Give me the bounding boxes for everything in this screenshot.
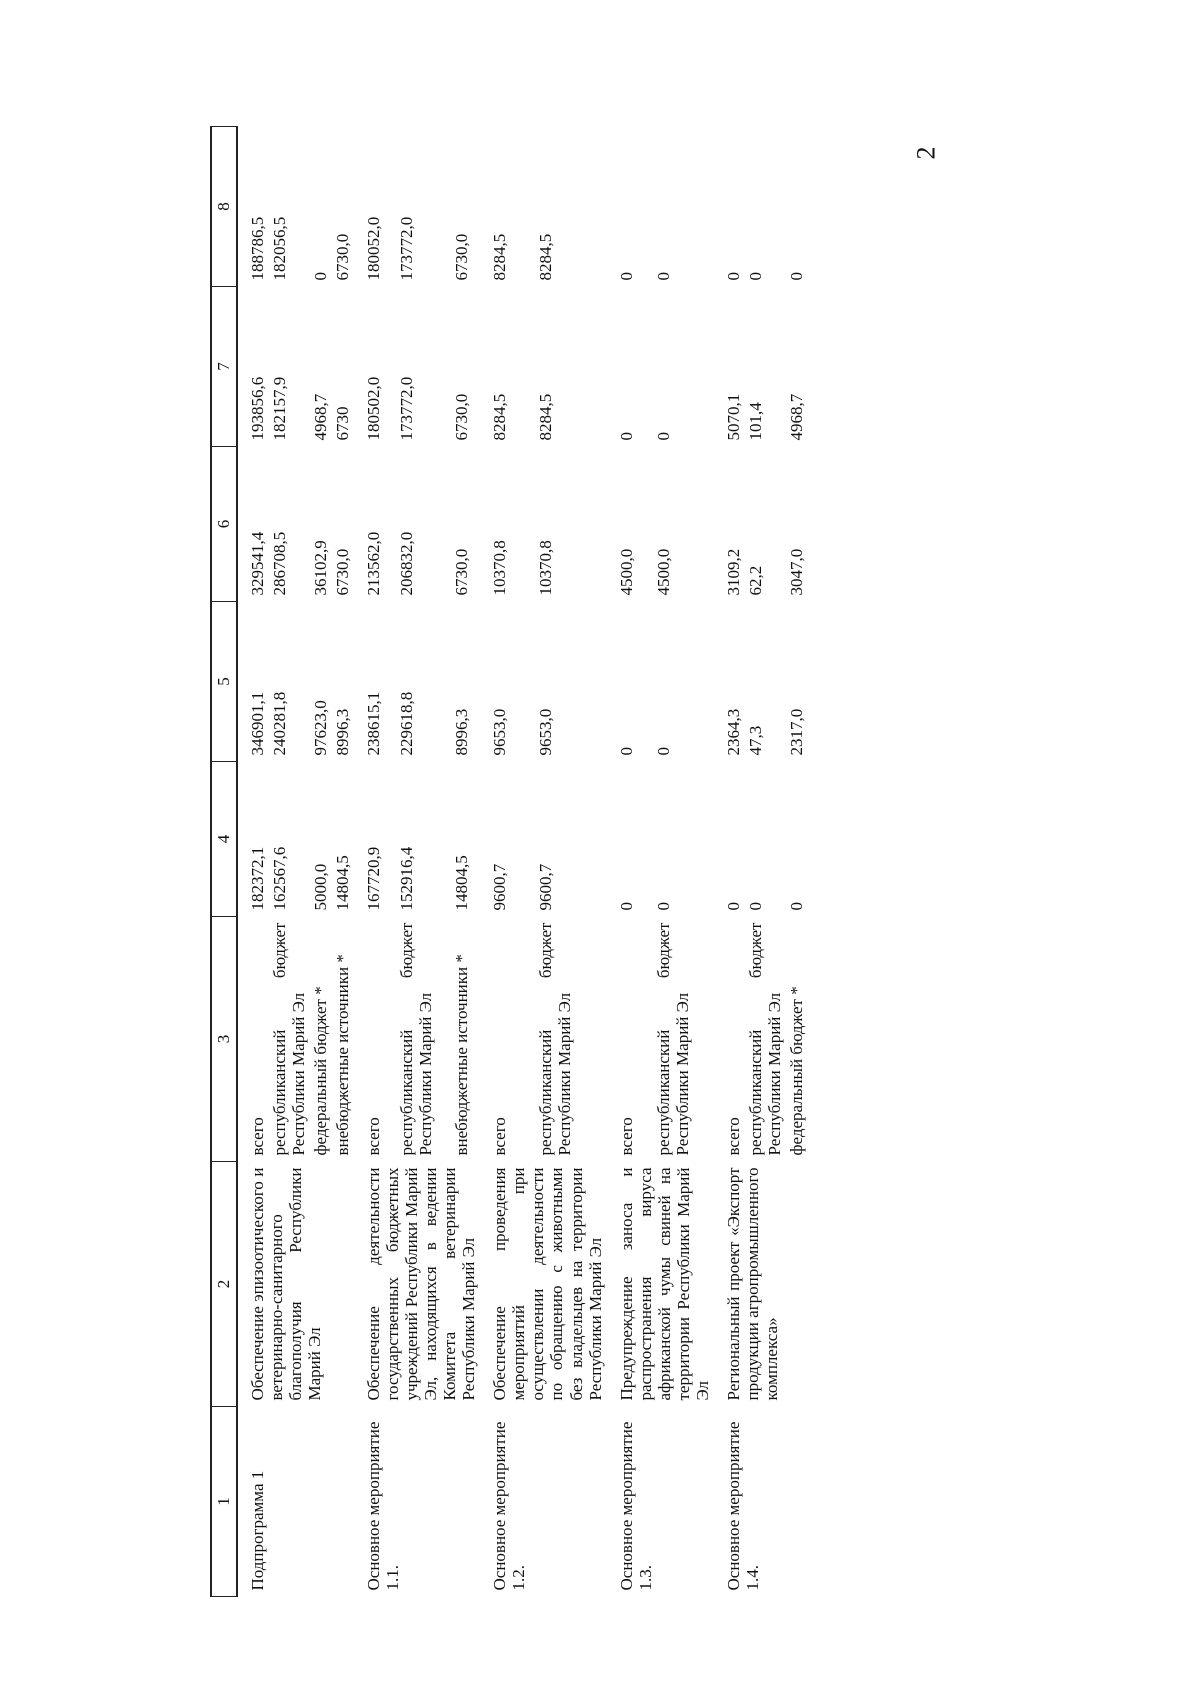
value-cell: 9600,7 — [490, 863, 510, 911]
value-cell: 0 — [653, 272, 673, 281]
header-cell: 5 — [211, 602, 237, 762]
value-cell: 182372,1 — [248, 846, 268, 911]
value-cell: 6730,0 — [451, 233, 471, 281]
value-cell: 188786,5 — [248, 216, 268, 281]
value-cell: 6730,0 — [451, 548, 471, 596]
rotated-table-container — [210, 127, 1010, 1597]
funding-source: республиканский бюджет Республики Марий Эл — [653, 922, 692, 1156]
value-cell: 0 — [616, 272, 636, 281]
value-cell: 36102,9 — [311, 540, 331, 596]
table-row — [354, 127, 396, 1597]
value-cell: 6730,0 — [451, 393, 471, 441]
value-cell: 8996,3 — [451, 708, 471, 756]
table-row — [480, 127, 534, 1597]
funding-source: республиканский бюджет Республики Марий Эл — [270, 922, 309, 1156]
value-cell: 6730 — [333, 406, 353, 441]
row-description: Обеспечение эпизоотического и ветеринарно-санитарного благополучия Республики Марий Эл — [248, 1167, 325, 1401]
funding-source: федеральный бюджет * — [311, 986, 331, 1156]
row-label: Основное мероприятие 1.2. — [490, 1421, 529, 1591]
value-cell: 97623,0 — [311, 700, 331, 756]
value-cell: 10370,8 — [535, 540, 555, 596]
value-cell: 206832,0 — [396, 531, 416, 596]
funding-source: республиканский бюджет Республики Марий Эл — [745, 922, 784, 1156]
value-cell: 3109,2 — [723, 548, 743, 596]
value-cell: 8284,5 — [490, 393, 510, 441]
value-cell: 0 — [616, 432, 636, 441]
header-cell: 3 — [211, 917, 237, 1162]
value-cell: 0 — [723, 902, 743, 911]
row-description: Региональный проект «Экспорт продукции агропромышленного комплекса» — [723, 1167, 781, 1401]
value-cell: 0 — [786, 902, 806, 911]
value-cell: 329541,4 — [248, 531, 268, 596]
table-row — [607, 127, 653, 1597]
value-cell: 9600,7 — [535, 863, 555, 911]
value-cell: 173772,0 — [396, 216, 416, 281]
header-cell: 2 — [211, 1162, 237, 1407]
header-cell: 6 — [211, 447, 237, 602]
funding-source: всего — [248, 1117, 268, 1156]
value-cell: 4968,7 — [786, 393, 806, 441]
value-cell: 5070,1 — [723, 393, 743, 441]
value-cell: 6730,0 — [333, 233, 353, 281]
funding-source: всего — [723, 1117, 743, 1156]
value-cell: 2317,0 — [786, 708, 806, 756]
value-cell: 0 — [311, 272, 331, 281]
table-row — [237, 127, 269, 1597]
value-cell: 213562,0 — [364, 531, 384, 596]
row-label: Подпрограмма 1 — [248, 1470, 268, 1591]
table-row — [714, 127, 745, 1597]
value-cell: 14804,5 — [333, 855, 353, 911]
value-cell: 4500,0 — [616, 548, 636, 596]
budget-table — [210, 126, 808, 1597]
value-cell: 162567,6 — [270, 846, 290, 911]
value-cell: 182157,9 — [270, 376, 290, 441]
value-cell: 8284,5 — [490, 233, 510, 281]
value-cell: 4968,7 — [311, 393, 331, 441]
value-cell: 14804,5 — [451, 855, 471, 911]
value-cell: 182056,5 — [270, 216, 290, 281]
header-row — [211, 127, 237, 1597]
page-number: 2 — [911, 146, 941, 160]
value-cell: 101,4 — [745, 402, 765, 441]
row-label: Основное мероприятие 1.1. — [364, 1421, 403, 1591]
row-description: Предупреждение заноса и распространения вируса африканской чумы свиней на территории Республики Марий Эл — [616, 1167, 712, 1401]
funding-source: всего — [364, 1117, 384, 1156]
header-cell: 4 — [211, 762, 237, 917]
value-cell: 8284,5 — [535, 393, 555, 441]
funding-source: внебюджетные источники * — [333, 954, 353, 1156]
value-cell: 0 — [616, 902, 636, 911]
funding-source: республиканский бюджет Республики Марий Эл — [396, 922, 435, 1156]
funding-source: всего — [616, 1117, 636, 1156]
value-cell: 167720,9 — [364, 846, 384, 911]
value-cell: 6730,0 — [333, 548, 353, 596]
value-cell: 0 — [653, 902, 673, 911]
header-cell: 7 — [211, 287, 237, 447]
value-cell: 9653,0 — [535, 708, 555, 756]
value-cell: 0 — [653, 432, 673, 441]
value-cell: 286708,5 — [270, 531, 290, 596]
value-cell: 229618,8 — [396, 691, 416, 756]
value-cell: 346901,1 — [248, 691, 268, 756]
value-cell: 47,3 — [745, 725, 765, 756]
value-cell: 152916,4 — [396, 846, 416, 911]
value-cell: 0 — [745, 902, 765, 911]
value-cell: 5000,0 — [311, 863, 331, 911]
value-cell: 8996,3 — [333, 708, 353, 756]
value-cell: 2364,3 — [723, 708, 743, 756]
value-cell: 8284,5 — [535, 233, 555, 281]
value-cell: 9653,0 — [490, 708, 510, 756]
value-cell: 0 — [653, 747, 673, 756]
value-cell: 62,2 — [745, 565, 765, 596]
value-cell: 240281,8 — [270, 691, 290, 756]
row-label: Основное мероприятие 1.3. — [616, 1421, 655, 1591]
value-cell: 4500,0 — [653, 548, 673, 596]
header-cell: 1 — [211, 1407, 237, 1597]
value-cell: 173772,0 — [396, 376, 416, 441]
funding-source: федеральный бюджет * — [786, 986, 806, 1156]
value-cell: 0 — [745, 272, 765, 281]
value-cell: 193856,6 — [248, 376, 268, 441]
value-cell: 0 — [616, 747, 636, 756]
row-label: Основное мероприятие 1.4. — [723, 1421, 762, 1591]
funding-source: внебюджетные источники * — [451, 954, 471, 1156]
funding-source: всего — [490, 1117, 510, 1156]
row-description: Обеспечение проведения мероприятий при осуществлении деятельности по обращению с животными без владельцев на территории Республики Марий Эл — [490, 1167, 605, 1401]
row-description: Обеспечение деятельности государственных бюджетных учреждений Республики Марий Эл, находящихся в ведении Комитета ветеринарии Республики Марий Эл — [364, 1167, 479, 1401]
value-cell: 180052,0 — [364, 216, 384, 281]
value-cell: 3047,0 — [786, 548, 806, 596]
value-cell: 0 — [786, 272, 806, 281]
value-cell: 180502,0 — [364, 376, 384, 441]
value-cell: 238615,1 — [364, 691, 384, 756]
value-cell: 10370,8 — [490, 540, 510, 596]
funding-source: республиканский бюджет Республики Марий Эл — [535, 922, 574, 1156]
value-cell: 0 — [723, 272, 743, 281]
header-cell: 8 — [211, 127, 237, 287]
